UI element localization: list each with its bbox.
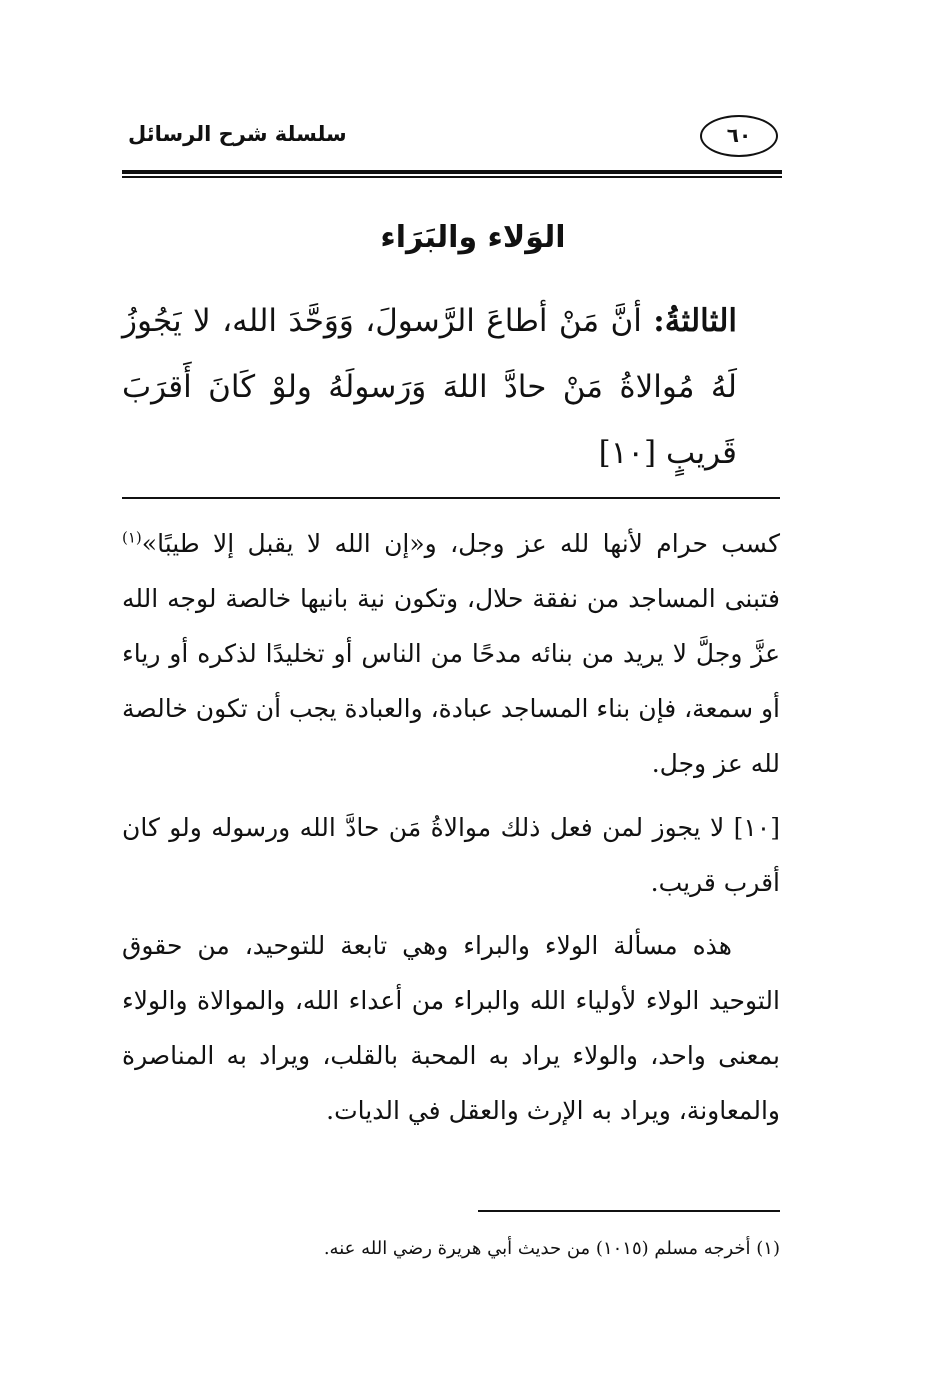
footnote-rule (478, 1210, 780, 1212)
commentary-text: كسب حرام لأنها لله عز وجل، و«إن الله لا يقبل إلا طيبًا» (141, 529, 780, 558)
section-heading: الوَلاء والبَرَاء (380, 220, 566, 255)
commentary-paragraph (122, 516, 780, 791)
footnote: (١) أخرجه مسلم (١٠١٥) من حديث أبي هريرة رضي الله عنه. (323, 1238, 780, 1259)
header-rule-thick (122, 170, 782, 174)
commentary-text: فتبنى المساجد من نفقة حلال، وتكون نية بانيها خالصة لوجه الله عزَّ وجلَّ لا يريد من بنائه مدحًا من الناس أو تخليدًا لذكره أو رياء أو سمعة، فإن بناء المساجد عبادة، والعبادة يجب أن تكون خالصة لله عز وجل. (122, 584, 780, 778)
running-header-title: سلسلة شرح الرسائل (128, 122, 347, 146)
footnote-marker: (١) (122, 528, 142, 547)
page-number: ٦٠ (700, 115, 778, 157)
matn-lead: الثالثةُ: (653, 303, 738, 339)
matn-body: أنَّ مَنْ أطاعَ الرَّسولَ، وَوَحَّدَ الله، لا يَجُوزُ لَهُ مُوالاةُ مَنْ حادَّ اللهَ وَرَسولَهُ ولوْ كَانَ أَقرَبَ قَريبٍ (122, 303, 737, 471)
header-rule-thin (122, 176, 782, 178)
matn-divider (122, 497, 780, 499)
commentary-paragraph: [١٠] لا يجوز لمن فعل ذلك موالاةُ مَن حادَّ الله ورسوله ولو كان أقرب قريب. (122, 813, 780, 897)
matn-reference: [١٠] (598, 435, 657, 471)
matn-text (122, 288, 737, 486)
commentary-paragraph: هذه مسألة الولاء والبراء وهي تابعة للتوحيد، من حقوق التوحيد الولاء لأولياء الله والبراء من أعداء الله، والموالاة والولاء بمعنى واحد، والولاء يراد به المحبة بالقلب، ويراد به المناصرة والمعاونة، ويراد به الإرث والعقل في الديات. (122, 931, 780, 1125)
